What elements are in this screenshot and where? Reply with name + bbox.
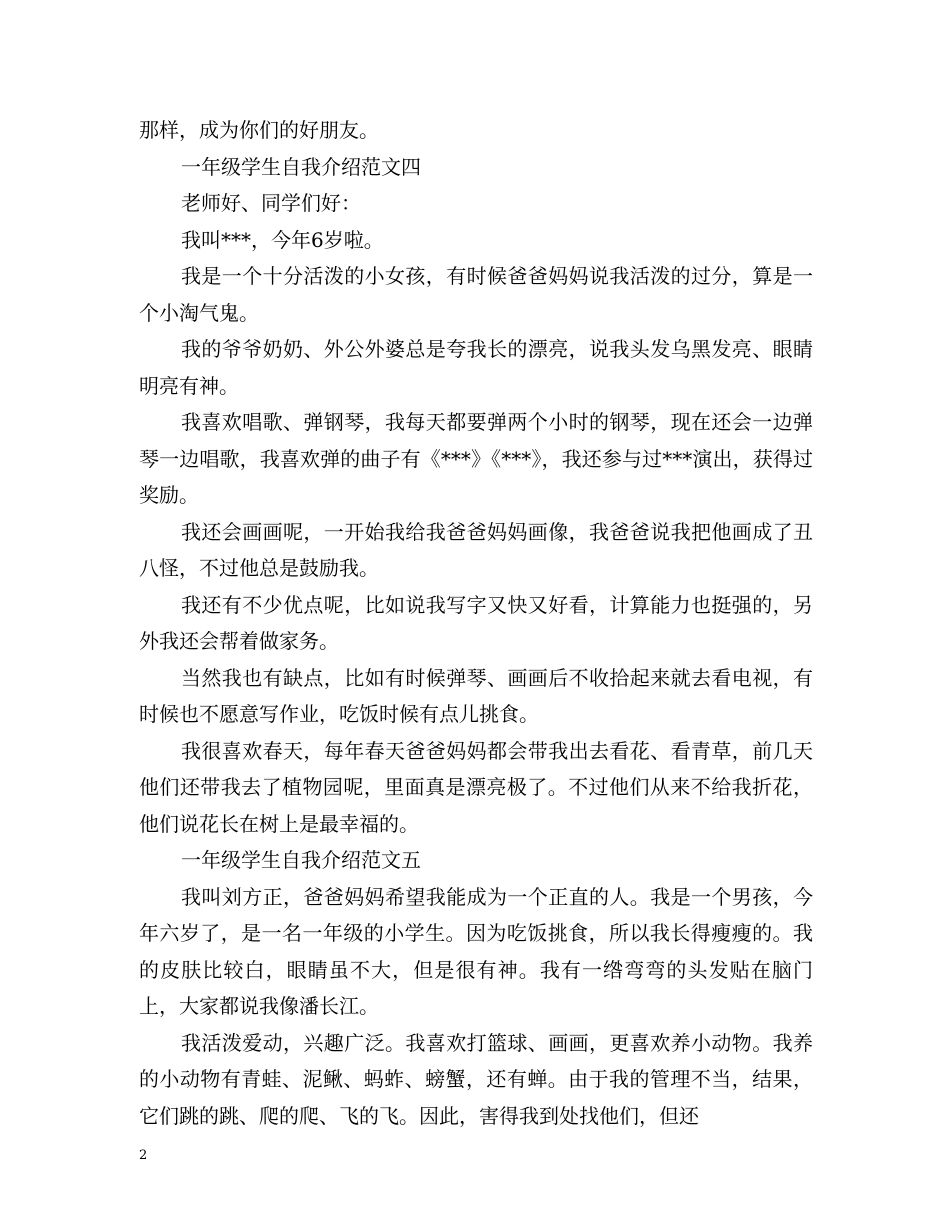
page-number: 2 [139, 1148, 148, 1163]
paragraph: 我还有不少优点呢，比如说我写字又快又好看，计算能力也挺强的，另外我还会帮着做家务。 [139, 592, 813, 653]
paragraph: 我活泼爱动，兴趣广泛。我喜欢打篮球、画画，更喜欢养小动物。我养的小动物有青蛙、泥鳅、蚂蚱、螃蟹，还有蝉。由于我的管理不当，结果，它们跳的跳、爬的爬、飞的飞。因此，害得我到处找他们，但还 [139, 1030, 813, 1128]
paragraph: 我的爷爷奶奶、外公外婆总是夸我长的漂亮，说我头发乌黑发亮、眼睛明亮有神。 [139, 337, 813, 398]
paragraph: 我很喜欢春天，每年春天爸爸妈妈都会带我出去看花、看青草，前几天他们还带我去了植物园呢，里面真是漂亮极了。不过他们从来不给我折花，他们说花长在树上是最幸福的。 [139, 738, 813, 836]
paragraph: 我是一个十分活泼的小女孩，有时候爸爸妈妈说我活泼的过分，算是一个小淘气鬼。 [139, 264, 813, 325]
paragraph: 当然我也有缺点，比如有时候弹琴、画画后不收拾起来就去看电视，有时候也不愿意写作业，吃饭时候有点儿挑食。 [139, 665, 813, 726]
section-heading-4: 一年级学生自我介绍范文四 [181, 154, 421, 179]
paragraph: 我叫刘方正，爸爸妈妈希望我能成为一个正直的人。我是一个男孩，今年六岁了，是一名一年级的小学生。因为吃饭挑食，所以我长得瘦瘦的。我的皮肤比较白，眼睛虽不大，但是很有神。我有一绺弯弯的头发贴在脑门上，大家都说我像潘长江。 [139, 884, 813, 1018]
paragraph-continuation: 那样，成为你们的好朋友。 [139, 118, 379, 142]
paragraph: 我叫***，今年6岁啦。 [181, 227, 384, 252]
section-heading-5: 一年级学生自我介绍范文五 [181, 848, 421, 872]
paragraph: 我还会画画呢，一开始我给我爸爸妈妈画像，我爸爸说我把他画成了丑八怪，不过他总是鼓励我。 [139, 519, 813, 580]
paragraph: 我喜欢唱歌、弹钢琴，我每天都要弹两个小时的钢琴，现在还会一边弹琴一边唱歌，我喜欢弹的曲子有《***》《***》，我还参与过***演出，获得过奖励。 [139, 410, 813, 507]
greeting: 老师好、同学们好： [181, 191, 361, 215]
document-body [139, 112, 813, 1134]
